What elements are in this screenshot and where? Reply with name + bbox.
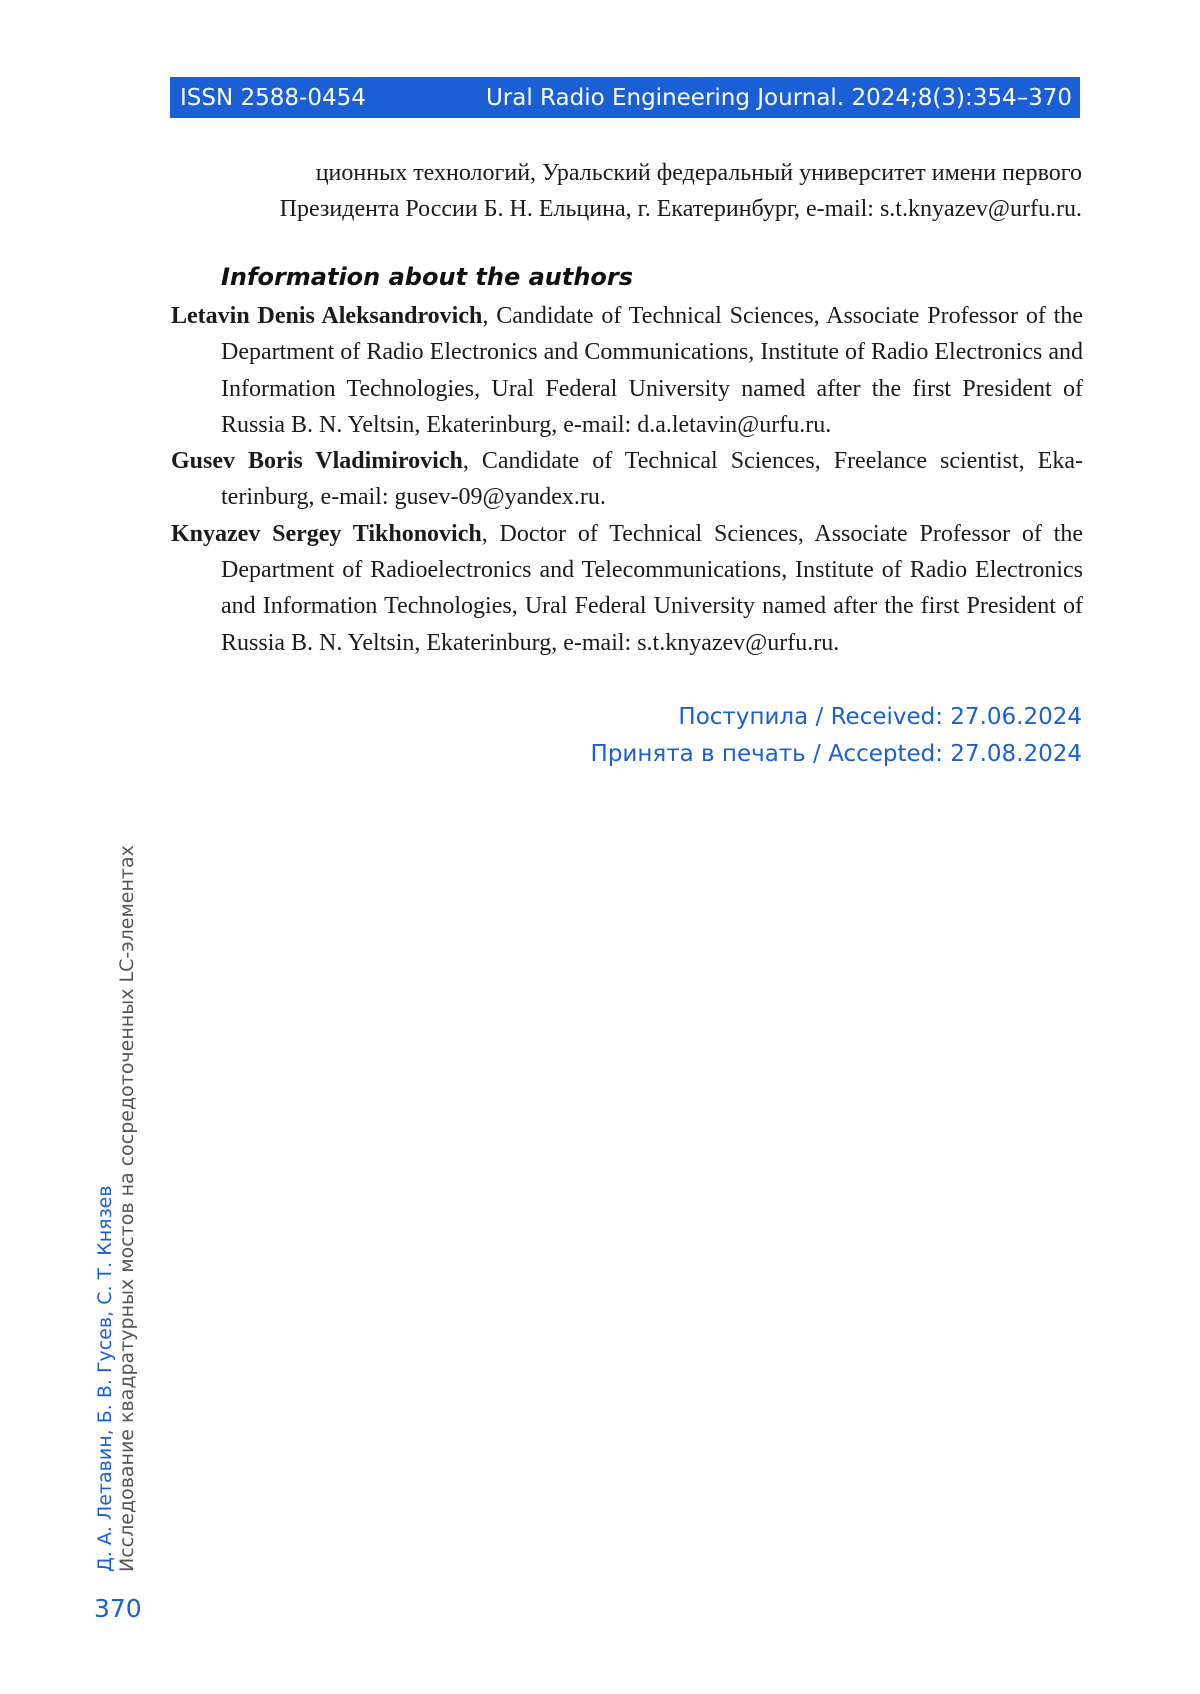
author-details: , Doctor of Technical Sciences, Associate Professor of the Department of Radioelectronics and Telecommunications, Institute of Radio Electronics and Information Technologies, Ural Federal University named after the first President of Russia B. N. Yeltsin, Ekaterinburg, e-mail: s.t.knyazev@urfu.ru. <box>221 520 1084 656</box>
page-number: 370 <box>94 1594 142 1623</box>
continuation-line-1: ционных технологий, Уральский федеральный университет имени первого <box>315 160 1082 186</box>
author-name: Knyazev Sergey Tikhonovich <box>171 520 482 547</box>
author-entry <box>171 298 1083 443</box>
author-name: Gusev Boris Vladimirovich <box>171 448 463 475</box>
journal-citation: Ural Radio Engineering Journal. 2024;8(3):354–370 <box>485 84 1072 111</box>
authors-list <box>171 298 1083 661</box>
received-date: Поступила / Received: 27.06.2024 <box>678 704 1082 730</box>
author-details: , Candidate of Technical Sciences, Freelance scientist, Ekaterinburg, e-mail: gusev-09@yandex.ru. <box>221 448 1083 511</box>
submission-dates <box>570 699 1082 773</box>
section-title: Information about the authors <box>221 263 634 291</box>
continuation-line-2: Президента России Б. Н. Ельцина, г. Екатеринбург, e-mail: s.t.knyazev@urfu.ru. <box>279 196 1082 222</box>
accepted-date: Принята в печать / Accepted: 27.08.2024 <box>590 741 1082 767</box>
vertical-running-title <box>94 845 138 1572</box>
sidebar-article-title: Исследование квадратурных мостов на сосредоточенных LC-элементах <box>116 845 138 1572</box>
author-name: Letavin Denis Aleksandrovich <box>171 303 483 329</box>
author-entry <box>171 516 1083 661</box>
sidebar-authors: Д. А. Летавин, Б. В. Гусев, С. Т. Князев <box>94 1185 116 1572</box>
author-entry <box>171 443 1083 516</box>
affiliation-continuation <box>226 155 1082 227</box>
running-header <box>170 77 1080 118</box>
issn-label: ISSN 2588-0454 <box>180 84 366 111</box>
author-details: , Candidate of Technical Sciences, Associate Professor of the Department of Radio Electronics and Communications, Institute of Radio Electronics and Information Technologies, Ural Federal University named after the first President of Russia B. N. Yeltsin, Ekaterinburg, e-mail: d.a.letavin@urfu.ru. <box>221 303 1083 438</box>
